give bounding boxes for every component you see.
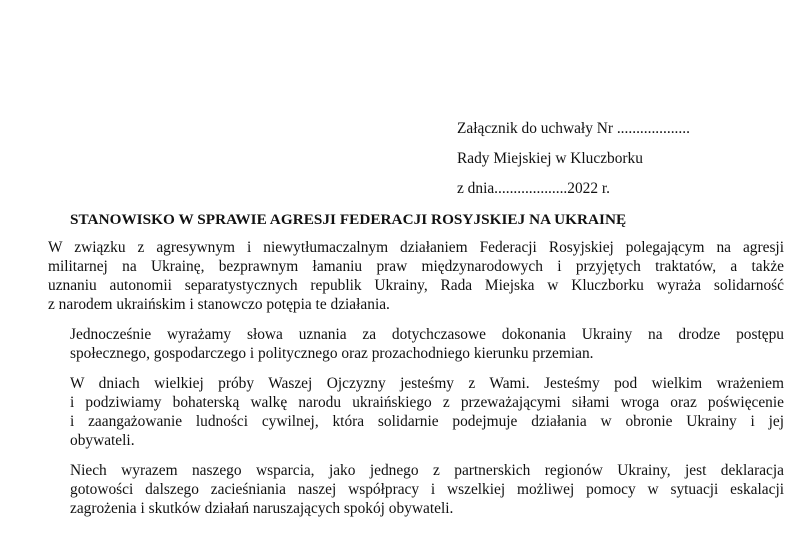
attachment-date: z dnia...................2022 r. [457, 180, 611, 197]
text-line: W dniach wielkiej próby Waszej Ojczyzny jesteśmy z Wami. Jesteśmy pod wielkim wrażeniem [70, 375, 784, 392]
text-line: uznaniu autonomii separatystycznych republik Ukrainy, Rada Miejska w Kluczborku wyraża solidarność [48, 277, 784, 294]
text-line: Jednocześnie wyrażamy słowa uznania za dotychczasowe dokonania Ukrainy na drodze postępu [70, 326, 784, 343]
document-title: STANOWISKO W SPRAWIE AGRESJI FEDERACJI ROSYJSKIEJ NA UKRAINĘ [70, 211, 627, 228]
text-line: zagrożenia i skutków działań naruszających spokój obywateli. [70, 500, 454, 517]
paragraph-declaration [30, 461, 784, 518]
text-line: Niech wyrazem naszego wsparcia, jako jednego z partnerskich regionów Ukrainy, jest deklaracja [70, 462, 784, 479]
text-line: i podziwiamy bohaterską walkę narodu ukraińskiego z przeważającymi siłami wroga oraz poświęcenie [70, 394, 784, 411]
attachment-resolution-number: Załącznik do uchwały Nr ................... [457, 120, 690, 137]
document-body [30, 238, 784, 529]
text-line: i zaangażowanie ludności cywilnej, która solidarnie podejmuje działania w obronie Ukrainy i jej [70, 413, 784, 430]
text-line: W związku z agresywnym i niewytłumaczalnym działaniem Federacji Rosyjskiej polegającym na agresji [48, 239, 784, 256]
attachment-council-name: Rady Miejskiej w Kluczborku [457, 150, 643, 167]
text-line: obywateli. [70, 432, 135, 449]
text-line: gotowości dalszego zacieśniania naszej współpracy i wszelkiej możliwej pomocy w sytuacji eskalacji [70, 481, 784, 498]
text-line: militarnej na Ukrainę, bezprawnym łamaniu praw międzynarodowych i przyjętych traktatów, a także [48, 258, 784, 275]
attachment-header [457, 114, 690, 204]
paragraph-solidarity [30, 238, 784, 314]
text-line: z narodem ukraińskim i stanowczo potępia te działania. [48, 296, 390, 313]
paragraph-support [30, 374, 784, 450]
paragraph-recognition [30, 325, 784, 363]
text-line: społecznego, gospodarczego i politycznego oraz prozachodniego kierunku przemian. [70, 345, 594, 362]
